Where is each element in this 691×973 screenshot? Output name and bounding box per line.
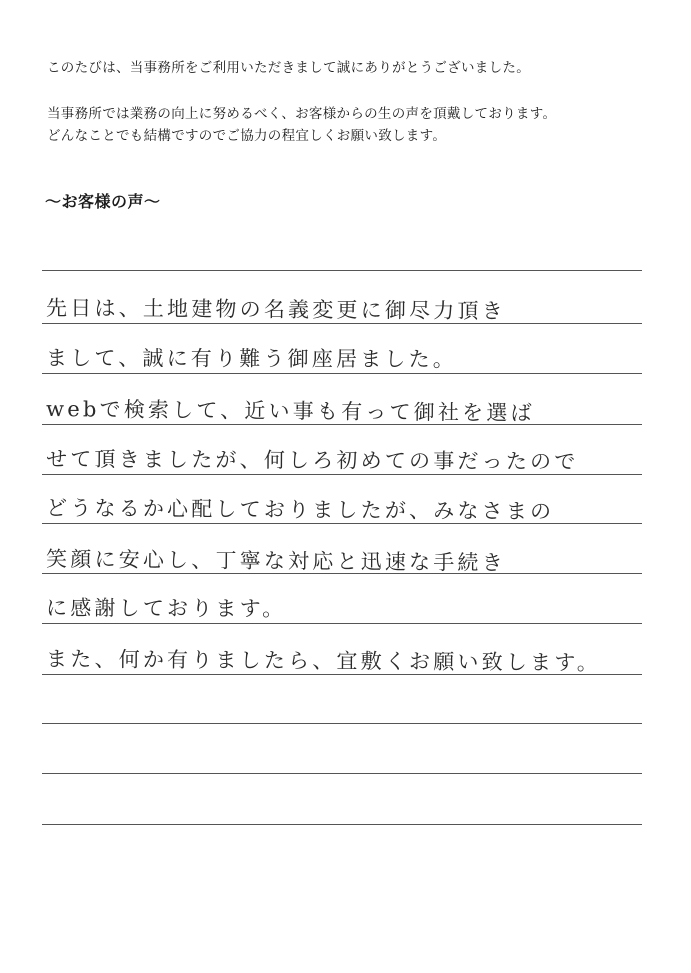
handwritten-line: に感謝しております。 <box>46 596 287 621</box>
rule-line <box>42 373 642 374</box>
rule-line <box>42 323 642 324</box>
handwritten-line: 先日は、土地建物の名義変更に御尽力頂き <box>46 296 506 324</box>
handwritten-line: どうなるか心配しておりましたが、みなさまの <box>46 496 555 524</box>
rule-line <box>42 824 642 825</box>
request-text-1: 当事務所では業務の向上に努めるべく、お客様からの生の声を頂戴しております。 <box>47 106 557 122</box>
handwritten-line: せて頂きましたが、何しろ初めての事だったので <box>46 447 579 474</box>
rule-line <box>42 623 642 624</box>
handwritten-line: また、何か有りましたら、宜敷くお願い致します。 <box>46 647 602 675</box>
handwritten-line: webで検索して、近い事も有って御社を選ば <box>46 397 535 426</box>
thank-you-text: このたびは、当事務所をご利用いただきまして誠にありがとうございました。 <box>47 60 530 76</box>
rule-line <box>42 270 642 271</box>
request-text-2: どんなことでも結構ですのでご協力の程宜しくお願い致します。 <box>47 128 447 144</box>
section-heading: ～お客様の声～ <box>45 192 161 211</box>
rule-line <box>42 773 642 774</box>
handwritten-line: 笑顔に安心し、丁寧な対応と迅速な手続き <box>46 547 507 576</box>
handwritten-line: まして、誠に有り難う御座居ました。 <box>46 346 458 372</box>
rule-line <box>42 723 642 724</box>
